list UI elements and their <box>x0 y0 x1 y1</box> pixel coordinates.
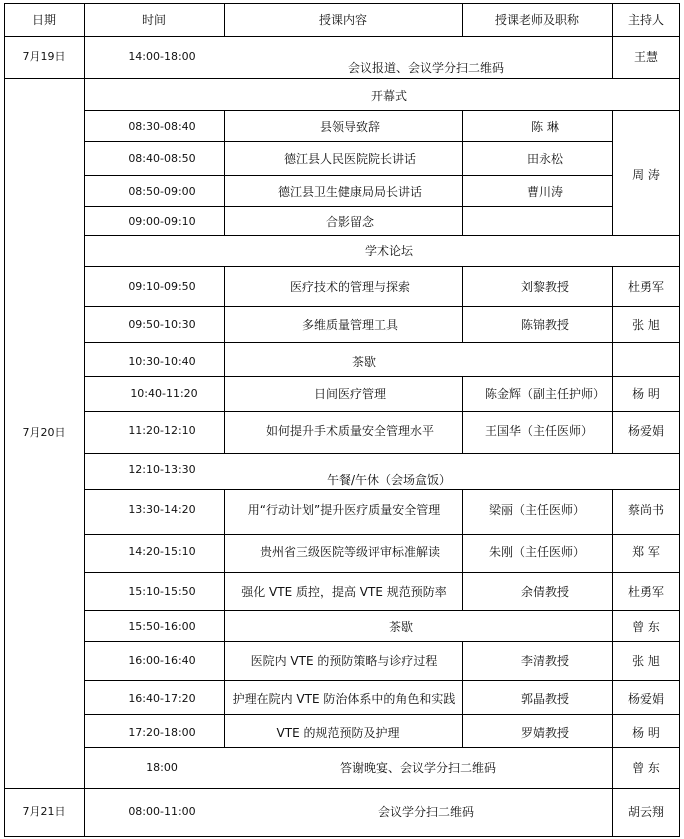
break1-time: 10:30-10:40 <box>128 355 196 368</box>
r7-teacher: 余倩教授 <box>520 585 570 599</box>
day1-time: 14:00-18:00 <box>128 50 196 63</box>
h-r9 <box>84 714 680 715</box>
h-open-title <box>84 110 680 111</box>
v-content-r57 <box>462 489 463 611</box>
r5-content: 用“行动计划”提升医疗质量安全管理 <box>247 503 441 517</box>
o3-teacher: 曹川涛 <box>526 185 564 199</box>
opening-host: 周 涛 <box>632 168 660 182</box>
v-host-day3 <box>612 788 613 837</box>
v-host-r5 <box>612 489 613 789</box>
day1-date: 7月19日 <box>22 50 66 63</box>
lunch-time: 12:10-13:30 <box>128 463 196 476</box>
o2-content: 德江县人民医院院长讲话 <box>283 152 417 166</box>
r7-content: 强化 VTE 质控，提高 VTE 规范预防率 <box>241 585 447 599</box>
h-break2 <box>84 641 680 642</box>
header-time: 时间 <box>141 13 167 27</box>
break1-content: 茶歇 <box>351 355 377 369</box>
r3-host: 杨 明 <box>632 387 660 401</box>
o1-content: 县领导致辞 <box>319 120 381 134</box>
r10-teacher: 罗婧教授 <box>520 726 570 740</box>
o1-time: 08:30-08:40 <box>128 120 196 133</box>
r1-time: 09:10-09:50 <box>128 280 196 293</box>
h-forum <box>84 266 680 267</box>
r4-content: 如何提升手术质量安全管理水平 <box>265 424 435 438</box>
r8-content: 医院内 VTE 的预防策略与诊疗过程 <box>250 654 438 668</box>
r4-teacher: 王国华（主任医师） <box>484 424 594 438</box>
r7-time: 15:10-15:50 <box>128 585 196 598</box>
r3-teacher: 陈金辉（副主任护师） <box>484 387 606 401</box>
h-r7 <box>84 610 680 611</box>
v-time-h <box>224 3 225 37</box>
r3-content: 日间医疗管理 <box>313 387 387 401</box>
r9-teacher: 郭晶教授 <box>520 692 570 706</box>
header-teacher: 授课老师及职称 <box>494 13 580 27</box>
r8-time: 16:00-16:40 <box>128 654 196 667</box>
v-host-h <box>612 3 613 37</box>
h-r2 <box>84 342 680 343</box>
rule-day1 <box>4 78 680 79</box>
v-host-o <box>612 110 613 236</box>
dinner-host: 曾 东 <box>632 761 660 775</box>
r10-host: 杨 明 <box>632 726 660 740</box>
r3-time: 10:40-11:20 <box>130 387 198 400</box>
r6-host: 郑 军 <box>632 545 660 559</box>
header-content: 授课内容 <box>318 13 368 27</box>
h-o3 <box>84 206 612 207</box>
v-content-o <box>462 110 463 236</box>
h-r3 <box>84 411 680 412</box>
r4-host: 杨爱娟 <box>627 424 665 438</box>
v-time-o <box>224 110 225 236</box>
o3-time: 08:50-09:00 <box>128 185 196 198</box>
h-o4 <box>84 235 680 236</box>
h-lunch-split <box>84 489 680 490</box>
v-content-r12 <box>462 266 463 343</box>
r4-time: 11:20-12:10 <box>128 424 196 437</box>
v-host-day1 <box>612 36 613 79</box>
day3-time: 08:00-11:00 <box>128 805 196 818</box>
h-r8 <box>84 680 680 681</box>
r1-teacher: 刘黎教授 <box>520 280 570 294</box>
h-break1 <box>84 376 680 377</box>
schedule-table <box>4 3 680 837</box>
h-r1 <box>84 306 680 307</box>
r2-time: 09:50-10:30 <box>128 318 196 331</box>
v-content-h <box>462 3 463 37</box>
r9-content: 护理在院内 VTE 防治体系中的角色和实践 <box>232 692 456 706</box>
r1-host: 杜勇军 <box>627 280 665 294</box>
v-time-r <box>224 266 225 454</box>
border-bottom <box>4 836 680 837</box>
day1-host: 王慧 <box>633 50 659 64</box>
day3-date: 7月21日 <box>22 805 66 818</box>
r9-time: 16:40-17:20 <box>128 692 196 705</box>
rule-day2 <box>4 788 680 789</box>
o4-time: 09:00-09:10 <box>128 215 196 228</box>
opening-title: 开幕式 <box>370 89 408 103</box>
r6-time: 14:20-15:10 <box>128 545 196 558</box>
r6-teacher: 朱刚（主任医师） <box>488 545 586 559</box>
r10-time: 17:20-18:00 <box>128 726 196 739</box>
v-content-r810 <box>462 641 463 748</box>
break2-host: 曾 东 <box>632 620 660 634</box>
o2-time: 08:40-08:50 <box>128 152 196 165</box>
header-date: 日期 <box>31 13 57 27</box>
r1-content: 医疗技术的管理与探索 <box>289 280 411 294</box>
o2-teacher: 田永松 <box>526 152 564 166</box>
v-content-r34 <box>462 376 463 454</box>
r2-content: 多维质量管理工具 <box>301 318 399 332</box>
forum-title: 学术论坛 <box>364 244 414 258</box>
r5-time: 13:30-14:20 <box>128 503 196 516</box>
h-r6 <box>84 572 680 573</box>
lunch-content: 午餐/午休（会场盒饭） <box>326 473 452 487</box>
h-r10 <box>84 747 680 748</box>
r7-host: 杜勇军 <box>627 585 665 599</box>
o1-teacher: 陈 琳 <box>531 120 559 134</box>
r10-content: VTE 的规范预防及护理 <box>276 726 400 740</box>
h-r4 <box>84 453 680 454</box>
h-o1 <box>84 141 612 142</box>
r9-host: 杨爱娟 <box>627 692 665 706</box>
r2-teacher: 陈锦教授 <box>520 318 570 332</box>
dinner-time: 18:00 <box>146 761 178 774</box>
r5-teacher: 梁丽（主任医师） <box>488 503 586 517</box>
h-r5 <box>84 534 680 535</box>
r5-host: 蔡尚书 <box>627 503 665 517</box>
v-time-r5 <box>224 489 225 748</box>
break2-time: 15:50-16:00 <box>128 620 196 633</box>
h-o2 <box>84 175 612 176</box>
r6-content: 贵州省三级医院等级评审标准解读 <box>259 545 441 559</box>
r8-host: 张 旭 <box>632 654 660 668</box>
header-host: 主持人 <box>627 13 665 27</box>
break2-content: 茶歇 <box>388 620 414 634</box>
dinner-content: 答谢晚宴、会议学分扫二维码 <box>339 761 497 775</box>
border-top <box>4 3 680 4</box>
r2-host: 张 旭 <box>632 318 660 332</box>
r8-teacher: 李清教授 <box>520 654 570 668</box>
v-date <box>84 3 85 837</box>
o4-content: 合影留念 <box>325 215 375 229</box>
v-host-r <box>612 266 613 454</box>
border-left <box>4 3 5 837</box>
day3-host: 胡云翔 <box>627 805 665 819</box>
rule-header <box>4 36 680 37</box>
o3-content: 德江县卫生健康局局长讲话 <box>277 185 423 199</box>
day2-date: 7月20日 <box>22 426 66 439</box>
day3-content: 会议学分扫二维码 <box>377 805 475 819</box>
border-right <box>679 3 680 837</box>
day1-content: 会议报道、会议学分扫二维码 <box>347 61 505 75</box>
